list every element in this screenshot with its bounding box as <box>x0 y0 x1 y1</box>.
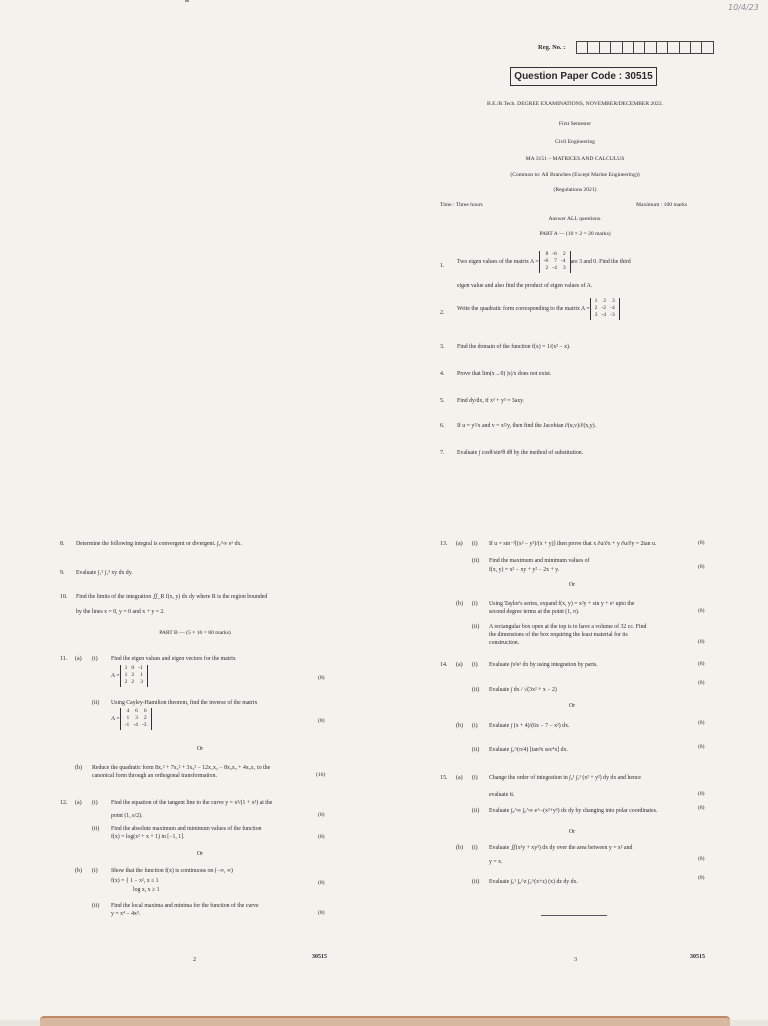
q11aii-matrix-line <box>111 708 152 730</box>
q11b-text: Reduce the quadratic form 8x₁² + 7x₂² + 3x₃² − 12x₁x₂ − 8x₂x₃ + 4x₃x₁ to the <box>92 765 271 771</box>
q13a-label: (a) <box>456 541 463 547</box>
q10-text: Find the limits of the integration ∬_R f(x, y) dx dy where R is the region bounded <box>76 594 268 600</box>
q11aii-marks: (8) <box>318 718 325 724</box>
scan-mark <box>185 0 189 2</box>
q12b-label: (b) <box>75 868 82 874</box>
q14bi-label: (i) <box>472 723 478 729</box>
q1-number: 1. <box>440 263 445 269</box>
q13aii-label: (ii) <box>472 558 480 564</box>
q11b-label: (b) <box>75 765 82 771</box>
q2-lead: Write the quadratic form corresponding to the matrix A = <box>457 305 590 312</box>
part-a-heading: PART A — (10 × 2 = 20 marks) <box>539 231 611 237</box>
q14bi-marks: (8) <box>698 720 705 726</box>
q15ai-text-cont: evaluate it. <box>489 792 515 798</box>
q15aii-text: Evaluate ∫₀^∞ ∫₀^∞ e^−(x²+y²) dx dy by changing into polar coordinates. <box>489 808 658 814</box>
q15bii-label: (ii) <box>472 879 480 885</box>
end-rule <box>541 915 607 916</box>
q8-text: Determine the following integral is convergent or divergent. ∫₀^∞ eˣ dx. <box>76 541 242 547</box>
q11ai-matrix-line <box>111 665 148 687</box>
q15bi-marks: (8) <box>698 856 705 862</box>
q11ai-matrix: 1 0 -1 1 2 1 2 2 3 <box>120 665 148 687</box>
q12bi-label: (i) <box>92 868 98 874</box>
q11ai-text: Find the eigen values and eigen vectors for the matrix <box>111 656 236 662</box>
q12ai-text-cont: point (1, e/2). <box>111 813 143 819</box>
q15aii-marks: (8) <box>698 805 705 811</box>
q15bi-text-cont: y = x. <box>489 859 503 865</box>
q15bii-marks: (8) <box>698 875 705 881</box>
q13ai-marks: (8) <box>698 540 705 546</box>
q12bii-text: Find the local maxima and minima for the function of the curve <box>111 903 259 909</box>
q14aii-label: (ii) <box>472 687 480 693</box>
q14bii-marks: (8) <box>698 744 705 750</box>
q7-text: Evaluate ∫ cosθ/sin²θ dθ by the method of substitution. <box>457 450 584 456</box>
question-paper-code: Question Paper Code : 30515 <box>510 67 657 86</box>
page-code-right: 30515 <box>690 954 705 960</box>
q11aii-label: (ii) <box>92 700 100 706</box>
exam-title: B.E./B.Tech. DEGREE EXAMINATIONS, NOVEMBER/DECEMBER 2022. <box>486 101 664 107</box>
q12a-label: (a) <box>75 800 82 806</box>
q15ai-marks: (8) <box>698 791 705 797</box>
page-number-right: 3 <box>574 957 577 963</box>
semester: First Semester <box>558 121 592 127</box>
q11ai-label: (i) <box>92 656 98 662</box>
q12aii-text: Find the absolute maximum and minimum values of the function <box>111 826 262 832</box>
q13aii-text-cont: f(x, y) = x³ − xy + y² − 2x + y. <box>489 567 560 573</box>
course-title: MA 3151 – MATRICES AND CALCULUS <box>525 156 625 162</box>
q1-continued: eigen value and also find the product of eigen values of A. <box>457 283 593 289</box>
q12bi-piece1: f(x) = { 1 − x², x ≤ 1 <box>111 878 159 884</box>
q12bi-text: Show that the function f(x) is continuous on (−∞, ∞) <box>111 868 233 874</box>
q13bi-text-cont: second degree terms at the point (1, π). <box>489 609 580 615</box>
page-number-left: 2 <box>193 957 196 963</box>
q1-tail: are 3 and 0. Find the third <box>570 258 631 265</box>
q4-text: Prove that lim(x→0) |x|/x does not exist. <box>457 371 552 377</box>
q12bii-marks: (8) <box>318 910 325 916</box>
q12bii-label: (ii) <box>92 903 100 909</box>
regulations: (Regulations 2021) <box>553 187 597 193</box>
q12-or: Or <box>196 851 204 857</box>
q1-matrix: 8 -6 2 -6 7 -4 2 -4 3 <box>539 251 571 273</box>
reg-no-label: Reg. No. : <box>538 44 566 51</box>
q14b-label: (b) <box>456 723 463 729</box>
desk-edge <box>40 1016 730 1026</box>
q11b-marks: (16) <box>316 772 326 778</box>
q5-number: 5. <box>440 398 445 404</box>
part-b-heading: PART B — (5 × 16 = 80 marks) <box>159 630 231 636</box>
q9-number: 9. <box>60 570 65 576</box>
branch: Civil Engineering <box>555 139 595 145</box>
q12aii-label: (ii) <box>92 826 100 832</box>
q9-text: Evaluate ∫₁² ∫₁³ xy dx dy. <box>76 570 133 576</box>
reg-no-boxes <box>576 41 713 54</box>
q11-or: Or <box>196 746 204 752</box>
q2-text <box>457 298 712 320</box>
q11aii-prefix: A = <box>111 715 120 722</box>
q13-number: 13. <box>440 541 448 547</box>
q10-continued: by the lines x = 0, y = 0 and x + y = 2. <box>76 609 165 615</box>
q12bi-marks: (8) <box>318 880 325 886</box>
max-marks: Maximum : 100 marks <box>636 202 688 208</box>
q14bii-text: Evaluate ∫₀^(π/4) [tan³x sec⁴x] dx. <box>489 747 568 753</box>
answer-all: Answer ALL questions. <box>548 216 602 222</box>
q14ai-text: Evaluate ∫x²eˣ dx by using integration by parts. <box>489 662 598 668</box>
q7-number: 7. <box>440 450 445 456</box>
q13bi-label: (i) <box>472 601 478 607</box>
q10-number: 10. <box>60 594 68 600</box>
q14-or: Or <box>568 703 576 709</box>
q15aii-label: (ii) <box>472 808 480 814</box>
q2-matrix: 1 2 3 2 -2 -4 3 -4 -3 <box>590 298 620 320</box>
q6-number: 6. <box>440 423 445 429</box>
q14bii-label: (ii) <box>472 747 480 753</box>
q4-number: 4. <box>440 371 445 377</box>
q8-number: 8. <box>60 541 65 547</box>
handwritten-date: 10/4/23 <box>728 3 759 12</box>
q14aii-marks: (8) <box>698 680 705 686</box>
q13bii-label: (ii) <box>472 624 480 630</box>
q15bi-text: Evaluate ∬(x²y + xy²) dx dy over the area between y = x² and <box>489 845 633 851</box>
q14a-label: (a) <box>456 662 463 668</box>
q15ai-text: Change the order of integration in ∫₀¹ ∫ₓ¹ (x² + y²) dy dx and hence <box>489 775 641 781</box>
q11ai-marks: (8) <box>318 675 325 681</box>
q1-text <box>457 251 712 273</box>
q13ai-label: (i) <box>472 541 478 547</box>
common-note: (Common to: All Branches (Except Marine Engineering)) <box>510 172 640 178</box>
q15-number: 15. <box>440 775 448 781</box>
q12ai-text: Find the equation of the tangent line to the curve y = x²/(1 + x²) at the <box>111 800 273 806</box>
q14-number: 14. <box>440 662 448 668</box>
q11-number: 11. <box>60 656 68 662</box>
q13bi-marks: (8) <box>698 608 705 614</box>
q5-text: Find dy/dx, if x³ + y³ = 3axy. <box>457 398 525 404</box>
reg-box <box>701 41 713 54</box>
q13aii-marks: (8) <box>698 564 705 570</box>
q13b-label: (b) <box>456 601 463 607</box>
q13bi-text: Using Taylor's series, expand f(x, y) = x²y + sin y + eˣ upto the <box>489 601 635 607</box>
q14ai-marks: (8) <box>698 661 705 667</box>
q11a-label: (a) <box>75 656 82 662</box>
q3-number: 3. <box>440 344 445 350</box>
page-code-left: 30515 <box>312 954 327 960</box>
q15bi-label: (i) <box>472 845 478 851</box>
q15a-label: (a) <box>456 775 463 781</box>
q12aii-text-cont: f(x) = log(x² + x + 1) in [−1, 1]. <box>111 834 185 840</box>
q13bii-marks: (8) <box>698 639 705 645</box>
q12ai-label: (i) <box>92 800 98 806</box>
time-label: Time : Three hours <box>440 202 483 208</box>
q14ai-label: (i) <box>472 662 478 668</box>
q13-or: Or <box>568 582 576 588</box>
q12aii-marks: (8) <box>318 834 325 840</box>
q13ai-text: If u = sin⁻¹[(x² − y²)/(x + y)] then prove that x ∂u/∂x + y ∂u/∂y = 2tan u. <box>489 541 657 547</box>
q11ai-prefix: A = <box>111 672 120 679</box>
q15-or: Or <box>568 829 576 835</box>
q13bii-text-cont: the dimensions of the box requiring the least material for its <box>489 632 628 638</box>
q13bii-text-cont2: construction. <box>489 640 520 646</box>
q1-lead: Two eigen values of the matrix A = <box>457 258 539 265</box>
q12-number: 12. <box>60 800 68 806</box>
q12bi-piece2: log x, x ≥ 1 <box>133 887 160 893</box>
q15bii-text: Evaluate ∫₀¹ ∫₀^z ∫₀^(x+z) (x) dz dy dx. <box>489 879 578 885</box>
q11aii-matrix: 4 6 6 1 3 2 -1 -4 -3 <box>120 708 152 730</box>
q12bii-text-cont: y = x⁴ − 4x³. <box>111 911 141 917</box>
q11b-text-cont: canonical form through an orthogonal transformation. <box>92 773 217 779</box>
q13bii-text: A rectangular box open at the top is to have a volume of 32 cc. Find <box>489 624 647 630</box>
q6-text: If u = y²/x and v = x²/y, then find the Jacobian ∂(u,v)/∂(x,y). <box>457 423 597 429</box>
q14aii-text: Evaluate ∫ dx / √(3x² + x − 2) <box>489 687 557 693</box>
q13aii-text: Find the maximum and minimum values of <box>489 558 590 564</box>
q15ai-label: (i) <box>472 775 478 781</box>
q14bi-text: Evaluate ∫ (x + 4)/(6x − 7 − x²) dx. <box>489 723 570 729</box>
q12ai-marks: (8) <box>318 812 325 818</box>
q11aii-text: Using Cayley-Hamilton theorem, find the inverse of the matrix <box>111 700 258 706</box>
q2-number: 2. <box>440 310 445 316</box>
q15b-label: (b) <box>456 845 463 851</box>
q3-text: Find the domain of the function f(x) = 1/(x² − x). <box>457 344 571 350</box>
